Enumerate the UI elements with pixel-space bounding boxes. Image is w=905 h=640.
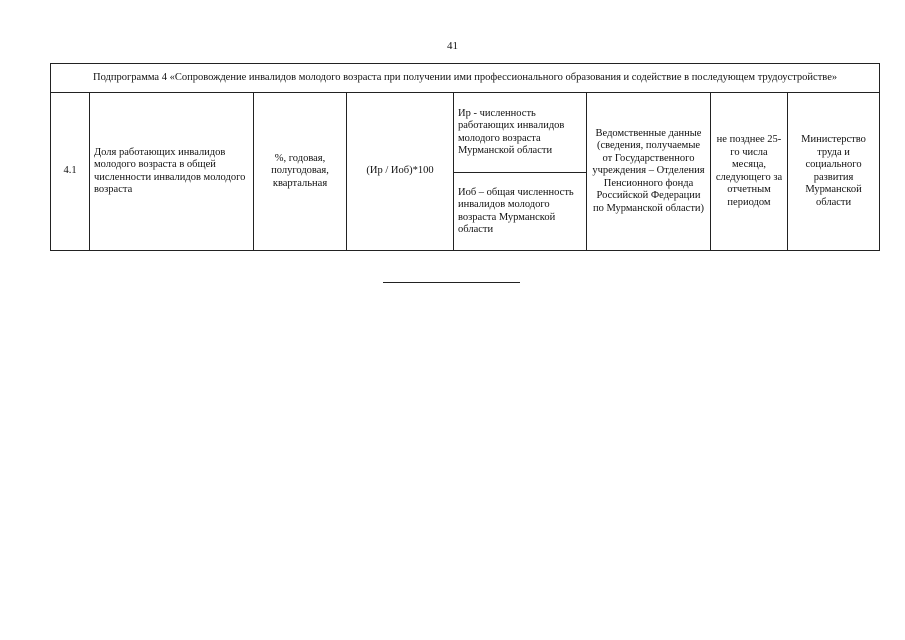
section-title: Подпрограмма 4 «Сопровождение инвалидов молодого возраста при получении ими профессионального образования и содействие в последующем трудоустройстве» [51, 64, 880, 93]
row-number: 4.1 [51, 93, 90, 251]
indicator-table [50, 63, 880, 251]
indicator-name: Доля работающих инвалидов молодого возраста в общей численности инвалидов молодого возраста [90, 93, 254, 251]
page-number: 41 [447, 40, 458, 52]
variable-1-cell: Ир - численность работающих инвалидов молодого возраста Мурманской области [454, 93, 587, 173]
formula-cell: (Ир / Иоб)*100 [347, 93, 454, 251]
source-cell: Ведомственные данные (сведения, получаемые от Государственного учреждения – Отделения Пенсионного фонда Российской Федерации по Мурманской области) [587, 93, 711, 251]
unit-cell: %, годовая, полугодовая, квартальная [254, 93, 347, 251]
deadline-cell: не позднее 25-го числа месяца, следующего за отчетным периодом [711, 93, 788, 251]
variable-2-cell: Иоб – общая численность инвалидов молодого возраста Мурманской области [454, 173, 587, 251]
divider-line [383, 282, 520, 283]
responsible-cell: Министерство труда и социального развития Мурманской области [788, 93, 880, 251]
